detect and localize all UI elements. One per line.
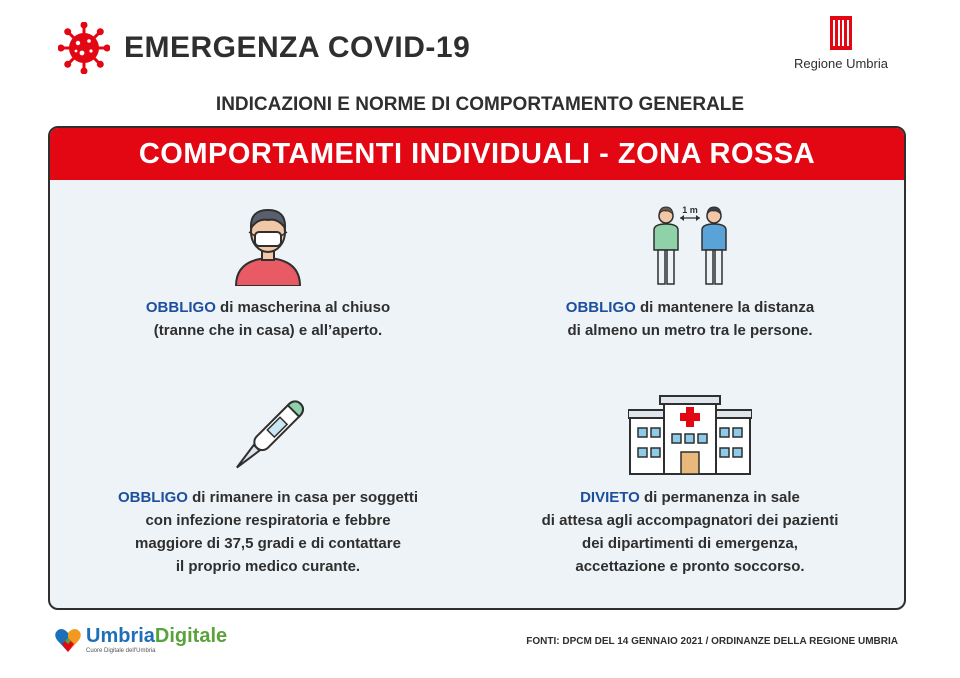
rule-line: di attesa agli accompagnatori dei pazienti [541, 512, 839, 529]
rule-line: di mantenere la distanza [635, 299, 815, 316]
banner-title: COMPORTAMENTI INDIVIDUALI - ZONA ROSSA [138, 137, 816, 170]
rule-keyword: OBBLIGO [565, 299, 636, 316]
rule-mask [68, 202, 468, 342]
rule-fever [68, 394, 468, 578]
rule-line: dei dipartimenti di emergenza, [582, 535, 798, 552]
rules-panel [48, 126, 906, 610]
rule-text [490, 296, 890, 342]
rule-line: il proprio medico curante. [175, 558, 361, 575]
rule-keyword: DIVIETO [580, 489, 640, 506]
distance-label: 1 m [682, 205, 698, 215]
virus-icon [58, 22, 110, 74]
rule-line: (tranne che in casa) e all’aperto. [153, 322, 383, 339]
rule-line: di permanenza in sale [639, 489, 800, 506]
logo-text-part2: Digitale [154, 625, 228, 647]
subtitle: INDICAZIONI E NORME DI COMPORTAMENTO GENERALE [215, 94, 745, 115]
umbria-flag-icon [830, 16, 852, 50]
logo-text [86, 626, 227, 646]
rule-line: con infezione respiratoria e febbre [145, 512, 391, 529]
rule-text [68, 296, 468, 342]
sources-note: FONTI: DPCM DEL 14 GENNAIO 2021 / ORDINANZE DELLA REGIONE UMBRIA [526, 636, 898, 647]
logo-text-part1: Umbria [86, 625, 155, 647]
thermometer-icon [223, 394, 313, 476]
region-logo [786, 16, 896, 71]
rule-line: maggiore di 37,5 gradi e di contattare [135, 535, 401, 552]
region-name: Regione Umbria [794, 56, 888, 71]
page-title: EMERGENZA COVID-19 [124, 31, 471, 64]
banner [50, 128, 904, 180]
rule-text [68, 486, 468, 578]
heart-logo-icon [54, 626, 82, 654]
rule-line: di almeno un metro tra le persone. [567, 322, 813, 339]
masked-person-icon [232, 202, 304, 286]
distance-people-icon [640, 202, 740, 286]
rule-text [490, 486, 890, 578]
rule-distance [490, 202, 890, 342]
rule-keyword: OBBLIGO [117, 489, 188, 506]
header [58, 20, 470, 76]
rule-line: accettazione e pronto soccorso. [575, 558, 805, 575]
rule-line: di rimanere in casa per soggetti [187, 489, 419, 506]
rule-hospital [490, 394, 890, 578]
rule-keyword: OBBLIGO [145, 299, 216, 316]
logo-tagline: Cuore Digitale dell'Umbria [86, 648, 156, 654]
umbria-digitale-logo [54, 626, 227, 654]
hospital-icon [628, 394, 752, 476]
rule-line: di mascherina al chiuso [215, 299, 391, 316]
